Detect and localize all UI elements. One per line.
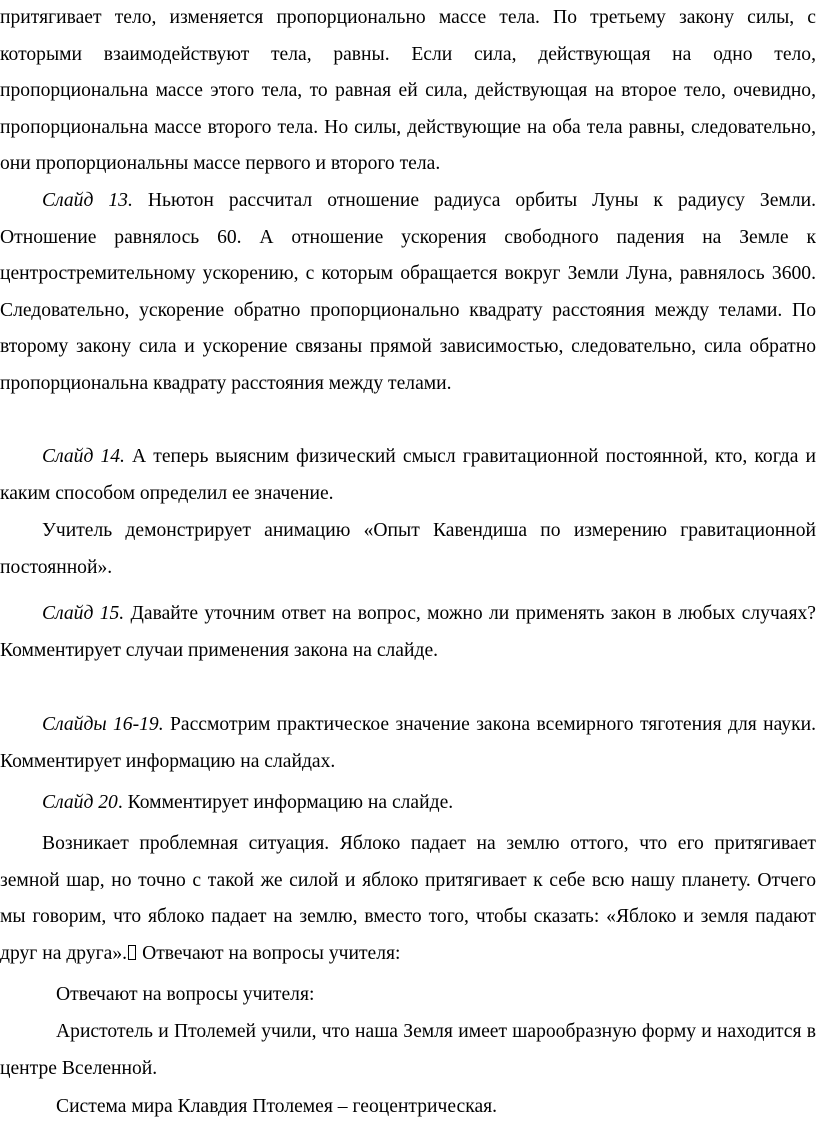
slide-label: Слайд 14.: [42, 446, 125, 467]
paragraph-text: Рассмотрим практическое значение закона всемирного тяготения для науки. Комментирует информацию на слайдах.: [0, 714, 816, 772]
paragraph-slide-15: [0, 596, 816, 669]
paragraph-problem-situation: [0, 826, 816, 972]
paragraph-text-after-symbol: Отвечают на вопросы учителя:: [142, 942, 401, 964]
paragraph-slides-16-19: [0, 707, 816, 780]
missing-glyph-icon: [128, 945, 136, 960]
paragraph-slide-13: [0, 183, 816, 403]
paragraph-text: Аристотель и Птолемей учили, что наша Земля имеет шарообразную форму и находится в центре Вселенной.: [0, 1021, 816, 1079]
paragraph-text: притягивает тело, изменяется пропорционально массе тела. По третьему закону силы, с которыми взаимодействуют тела, равны. Если сила, действующая на одно тело, пропорциональна массе этого тела, то равная ей сила, действующая на второе тело, очевидно, пропорциональна массе второго тела. Но силы, действующие на оба тела равны, следовательно, они пропорциональны массе первого и второго тела.: [0, 7, 816, 175]
paragraph-text: . Комментирует информацию на слайде.: [117, 792, 454, 813]
paragraph-ptolemy-system: [0, 1089, 816, 1126]
paragraph-text: Возникает проблемная ситуация. Яблоко падает на землю оттого, что его притягивает земной шар, но точно с такой же силой и яблоко притягивает к себе всю нашу планету. Отчего мы говорим, что яблоко падает на землю, вместо того, чтобы сказать: «Яблоко и земля падают друг на друга».: [0, 833, 816, 964]
paragraph-text: Ньютон рассчитал отношение радиуса орбиты Луны к радиусу Земли. Отношение равнялось 60. А отношение ускорения свободного падения на Земле к центростремительному ускорению, с которым обращается вокруг Земли Луна, равнялось 3600. Следовательно, ускорение обратно пропорционально квадрату расстояния между телами. По второму закону сила и ускорение связаны прямой зависимостью, следовательно, сила обратно пропорциональна квадрату расстояния между телами.: [0, 190, 816, 394]
paragraph-slide-20: [0, 785, 816, 822]
paragraph-slide-14: [0, 439, 816, 512]
paragraph-teacher-demo: [0, 513, 816, 586]
slide-label: Слайд 13.: [42, 190, 133, 211]
paragraph-text: Давайте уточним ответ на вопрос, можно ли применять закон в любых случаях? Комментирует случаи применения закона на слайде.: [0, 603, 816, 661]
slide-label: Слайд 20: [42, 792, 118, 813]
paragraph-text: Учитель демонстрирует анимацию «Опыт Кавендиша по измерению гравитационной постоянной».: [0, 520, 816, 578]
paragraph-text: Система мира Клавдия Птолемея – геоцентрическая.: [56, 1096, 498, 1117]
slide-label: Слайд 15.: [42, 603, 125, 624]
slide-label: Слайды 16-19.: [42, 714, 164, 735]
paragraph-third-law: [0, 0, 816, 183]
paragraph-aristotle-ptolemy: [0, 1014, 816, 1087]
paragraph-text: Отвечают на вопросы учителя:: [56, 984, 315, 1005]
paragraph-text: А теперь выясним физический смысл гравитационной постоянной, кто, когда и каким способом определил ее значение.: [0, 446, 816, 504]
paragraph-answers: [0, 977, 816, 1014]
